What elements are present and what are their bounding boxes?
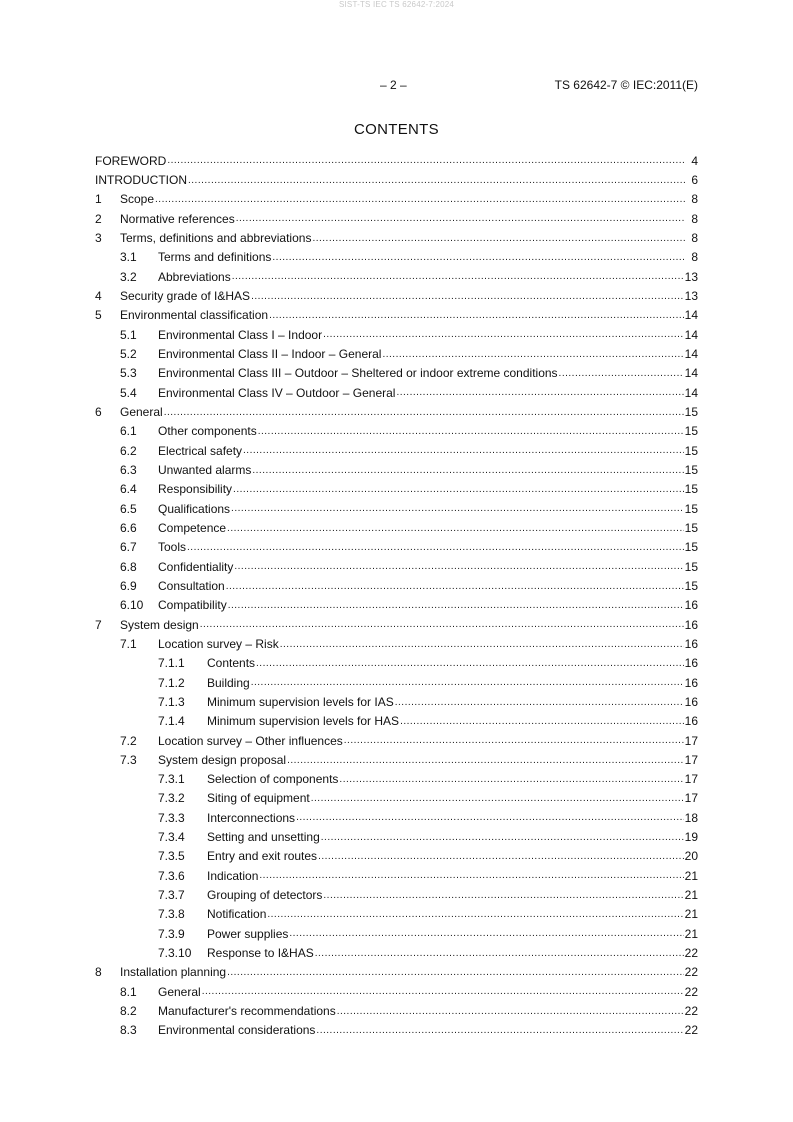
toc-entry[interactable] [95, 344, 698, 363]
toc-dot-leader [252, 465, 683, 480]
toc-dot-leader [267, 909, 683, 924]
toc-entry-label: Terms and definitions [158, 250, 272, 265]
toc-entry[interactable] [95, 731, 698, 750]
toc-entry-label: Other components [158, 424, 257, 439]
toc-entry-number: 7.2 [120, 733, 137, 748]
toc-entry-page: 4 [691, 153, 698, 168]
toc-dot-leader [323, 890, 683, 905]
toc-dot-leader [188, 175, 685, 190]
toc-dot-leader [200, 619, 684, 634]
toc-dot-leader [243, 445, 684, 460]
toc-entry-number: 1 [95, 192, 102, 207]
toc-entry-label: Selection of components [207, 772, 339, 787]
toc-entry-label: Siting of equipment [207, 791, 310, 806]
toc-dot-leader [559, 368, 684, 383]
toc-entry-number: 6.10 [120, 598, 144, 613]
toc-entry-label: Response to I&HAS [207, 946, 314, 961]
toc-entry-page: 22 [684, 984, 698, 999]
toc-entry-number: 3.2 [120, 269, 137, 284]
toc-entry-label: General [120, 404, 163, 419]
toc-entry-number: 7.3.6 [158, 868, 185, 883]
toc-dot-leader [396, 387, 683, 402]
toc-entry-page: 14 [684, 308, 698, 323]
toc-entry-label: Environmental classification [120, 308, 269, 323]
toc-entry-label: Grouping of detectors [207, 888, 323, 903]
toc-entry[interactable] [95, 924, 698, 943]
toc-entry[interactable] [95, 151, 698, 170]
toc-entry-number: 7.3.2 [158, 791, 185, 806]
toc-dot-leader [400, 716, 684, 731]
toc-entry-page: 22 [684, 1004, 698, 1019]
toc-entry-page: 22 [684, 965, 698, 980]
toc-entry-page: 8 [691, 230, 698, 245]
toc-entry-label: Competence [158, 520, 227, 535]
toc-entry-label: Power supplies [207, 926, 289, 941]
toc-entry-page: 14 [684, 385, 698, 400]
toc-entry[interactable] [95, 576, 698, 595]
toc-dot-leader [337, 1006, 684, 1021]
toc-dot-leader [289, 928, 683, 943]
toc-entry-label: Interconnections [207, 810, 296, 825]
toc-entry-number: 7.3.5 [158, 849, 185, 864]
toc-entry-label: Unwanted alarms [158, 462, 252, 477]
toc-entry-number: 7 [95, 617, 102, 632]
toc-entry[interactable] [95, 402, 698, 421]
toc-entry-page: 21 [684, 926, 698, 941]
toc-entry-page: 15 [684, 540, 698, 555]
toc-entry-label: FOREWORD [95, 153, 167, 168]
toc-entry-label: Consultation [158, 578, 225, 593]
toc-entry[interactable] [95, 286, 698, 305]
toc-entry-page: 17 [684, 791, 698, 806]
toc-entry[interactable] [95, 982, 698, 1001]
toc-dot-leader [382, 349, 683, 364]
toc-entry-number: 5.3 [120, 366, 137, 381]
toc-entry[interactable] [95, 866, 698, 885]
toc-entry-label: Terms, definitions and abbreviations [120, 230, 312, 245]
toc-entry-number: 3 [95, 230, 102, 245]
toc-dot-leader [228, 600, 684, 615]
toc-dot-leader [187, 542, 684, 557]
toc-entry-label: Scope [120, 192, 155, 207]
toc-entry[interactable] [95, 615, 698, 634]
toc-entry-number: 6.1 [120, 424, 137, 439]
toc-entry[interactable] [95, 170, 698, 189]
toc-entry-label: Notification [207, 907, 267, 922]
toc-entry-label: Contents [207, 656, 256, 671]
toc-entry-page: 14 [684, 346, 698, 361]
toc-entry-page: 13 [684, 269, 698, 284]
toc-entry-label: Indication [207, 868, 259, 883]
toc-entry-number: 8 [95, 965, 102, 980]
toc-entry[interactable] [95, 383, 698, 402]
toc-entry-page: 17 [684, 752, 698, 767]
toc-entry[interactable] [95, 306, 698, 325]
toc-entry[interactable] [95, 963, 698, 982]
toc-entry-label: Entry and exit routes [207, 849, 318, 864]
toc-entry-label: Minimum supervision levels for IAS [207, 694, 394, 709]
toc-dot-leader [226, 581, 684, 596]
toc-entry-page: 15 [684, 501, 698, 516]
toc-dot-leader [296, 812, 684, 827]
toc-entry[interactable] [95, 518, 698, 537]
toc-entry-number: 7.3.9 [158, 926, 185, 941]
toc-entry-number: 6.6 [120, 520, 137, 535]
toc-entry-label: Building [207, 675, 250, 690]
toc-dot-leader [233, 484, 684, 499]
toc-entry-page: 21 [684, 907, 698, 922]
toc-entry-page: 15 [684, 443, 698, 458]
toc-entry-number: 5.1 [120, 327, 137, 342]
toc-dot-leader [231, 503, 684, 518]
toc-entry-page: 22 [684, 1023, 698, 1038]
toc-entry[interactable] [95, 364, 698, 383]
toc-entry-label: System design [120, 617, 199, 632]
toc-entry-page: 17 [684, 733, 698, 748]
toc-entry[interactable] [95, 557, 698, 576]
toc-entry[interactable] [95, 441, 698, 460]
toc-dot-leader [280, 639, 684, 654]
toc-entry-page: 22 [684, 946, 698, 961]
toc-entry-page: 6 [691, 172, 698, 187]
toc-entry-number: 6.8 [120, 559, 137, 574]
toc-entry-number: 7.3.8 [158, 907, 185, 922]
toc-dot-leader [272, 252, 685, 267]
toc-entry-label: Security grade of I&HAS [120, 288, 251, 303]
toc-entry-page: 21 [684, 888, 698, 903]
toc-entry-number: 6.5 [120, 501, 137, 516]
toc-entry[interactable] [95, 692, 698, 711]
toc-entry-number: 6.3 [120, 462, 137, 477]
toc-entry-label: Tools [158, 540, 187, 555]
toc-entry-label: Setting and unsetting [207, 830, 320, 845]
toc-entry[interactable] [95, 770, 698, 789]
toc-dot-leader [227, 523, 684, 538]
toc-dot-leader [318, 851, 684, 866]
toc-entry-page: 15 [684, 559, 698, 574]
toc-entry-page: 16 [684, 636, 698, 651]
toc-entry-number: 5.4 [120, 385, 137, 400]
page-number: – 2 – [380, 78, 407, 92]
toc-dot-leader [251, 677, 684, 692]
toc-entry-page: 8 [691, 250, 698, 265]
table-of-contents [95, 151, 698, 1040]
toc-entry[interactable] [95, 673, 698, 692]
toc-entry[interactable] [95, 538, 698, 557]
toc-entry-page: 15 [684, 424, 698, 439]
toc-dot-leader [312, 233, 685, 248]
toc-entry[interactable] [95, 885, 698, 904]
toc-entry[interactable] [95, 1001, 698, 1020]
toc-entry-label: Abbreviations [158, 269, 231, 284]
toc-entry-number: 7.3.7 [158, 888, 185, 903]
toc-entry[interactable] [95, 712, 698, 731]
toc-entry-label: Minimum supervision levels for HAS [207, 714, 400, 729]
toc-entry[interactable] [95, 596, 698, 615]
toc-entry[interactable] [95, 1021, 698, 1040]
toc-entry[interactable] [95, 480, 698, 499]
toc-entry-number: 7.1.3 [158, 694, 185, 709]
toc-entry-number: 7.3.3 [158, 810, 185, 825]
toc-dot-leader [269, 310, 684, 325]
toc-entry-page: 13 [684, 288, 698, 303]
page-title: CONTENTS [354, 121, 439, 138]
toc-entry-page: 15 [684, 520, 698, 535]
toc-entry-label: General [158, 984, 201, 999]
toc-dot-leader [258, 426, 684, 441]
toc-entry-page: 15 [684, 482, 698, 497]
toc-entry-number: 3.1 [120, 250, 137, 265]
toc-entry[interactable] [95, 325, 698, 344]
toc-entry-label: Installation planning [120, 965, 227, 980]
toc-dot-leader [339, 774, 683, 789]
toc-entry-page: 16 [684, 694, 698, 709]
toc-entry-page: 16 [684, 675, 698, 690]
toc-entry[interactable] [95, 209, 698, 228]
toc-dot-leader [202, 986, 684, 1001]
toc-entry-number: 7.1 [120, 636, 137, 651]
toc-dot-leader [251, 291, 684, 306]
toc-entry[interactable] [95, 847, 698, 866]
toc-entry-label: Responsibility [158, 482, 233, 497]
toc-entry-number: 7.1.4 [158, 714, 185, 729]
toc-entry-number: 8.3 [120, 1023, 137, 1038]
toc-entry-label: Location survey – Risk [158, 636, 279, 651]
toc-entry-number: 8.1 [120, 984, 137, 999]
toc-dot-leader [236, 213, 685, 228]
toc-entry-number: 7.3.1 [158, 772, 185, 787]
toc-dot-leader [316, 1025, 683, 1040]
toc-dot-leader [315, 948, 684, 963]
toc-entry-page: 20 [684, 849, 698, 864]
toc-entry-number: 6.9 [120, 578, 137, 593]
watermark: SIST-TS IEC TS 62642-7:2024 [338, 0, 455, 9]
toc-entry-number: 5.2 [120, 346, 137, 361]
toc-entry[interactable] [95, 499, 698, 518]
toc-dot-leader [259, 870, 683, 885]
toc-entry-page: 16 [684, 617, 698, 632]
toc-entry-number: 5 [95, 308, 102, 323]
toc-entry-number: 2 [95, 211, 102, 226]
toc-entry[interactable] [95, 634, 698, 653]
toc-dot-leader [232, 271, 684, 286]
toc-entry-page: 18 [684, 810, 698, 825]
toc-entry-number: 7.1.1 [158, 656, 185, 671]
toc-entry-page: 15 [684, 462, 698, 477]
toc-dot-leader [155, 194, 685, 209]
toc-entry-number: 7.3.4 [158, 830, 185, 845]
toc-entry-label: Manufacturer's recommendations [158, 1004, 336, 1019]
toc-dot-leader [164, 407, 684, 422]
toc-entry-label: Environmental Class III – Outdoor – Sheltered or indoor extreme conditions [158, 366, 558, 381]
toc-dot-leader [311, 793, 684, 808]
toc-dot-leader [227, 967, 684, 982]
toc-entry-number: 8.2 [120, 1004, 137, 1019]
toc-entry[interactable] [95, 248, 698, 267]
toc-entry-number: 6.7 [120, 540, 137, 555]
toc-entry-label: Qualifications [158, 501, 231, 516]
toc-entry-number: 6.4 [120, 482, 137, 497]
toc-entry-label: Environmental Class II – Indoor – General [158, 346, 382, 361]
toc-entry-page: 19 [684, 830, 698, 845]
toc-entry-number: 4 [95, 288, 102, 303]
toc-entry-number: 7.3.10 [158, 946, 192, 961]
toc-entry-page: 16 [684, 598, 698, 613]
toc-dot-leader [287, 755, 684, 770]
toc-entry-page: 16 [684, 656, 698, 671]
toc-entry-label: Environmental Class IV – Outdoor – General [158, 385, 396, 400]
toc-entry-label: INTRODUCTION [95, 172, 187, 187]
toc-entry[interactable] [95, 460, 698, 479]
toc-entry-label: Confidentiality [158, 559, 234, 574]
toc-entry[interactable] [95, 228, 698, 247]
toc-entry-number: 7.1.2 [158, 675, 185, 690]
toc-entry-label: Location survey – Other influences [158, 733, 343, 748]
toc-entry-page: 14 [684, 366, 698, 381]
toc-entry[interactable] [95, 654, 698, 673]
toc-dot-leader [256, 658, 684, 673]
toc-dot-leader [167, 155, 685, 170]
toc-dot-leader [234, 561, 683, 576]
toc-entry-page: 15 [684, 578, 698, 593]
toc-entry-label: Compatibility [158, 598, 227, 613]
toc-entry-page: 15 [684, 404, 698, 419]
toc-entry-page: 14 [684, 327, 698, 342]
toc-entry-label: Environmental Class I – Indoor [158, 327, 323, 342]
toc-entry[interactable] [95, 422, 698, 441]
toc-entry-page: 17 [684, 772, 698, 787]
toc-entry[interactable] [95, 267, 698, 286]
toc-entry[interactable] [95, 190, 698, 209]
toc-entry-number: 6 [95, 404, 102, 419]
toc-entry-page: 21 [684, 868, 698, 883]
toc-entry[interactable] [95, 789, 698, 808]
toc-entry-label: Environmental considerations [158, 1023, 316, 1038]
toc-dot-leader [395, 697, 684, 712]
toc-entry-label: System design proposal [158, 752, 287, 767]
toc-entry[interactable] [95, 827, 698, 846]
toc-entry-label: Electrical safety [158, 443, 243, 458]
toc-entry-page: 8 [691, 192, 698, 207]
toc-entry[interactable] [95, 905, 698, 924]
toc-entry-number: 6.2 [120, 443, 137, 458]
toc-dot-leader [344, 735, 684, 750]
toc-entry-page: 8 [691, 211, 698, 226]
toc-dot-leader [321, 832, 684, 847]
document-reference: TS 62642-7 © IEC:2011(E) [554, 78, 698, 92]
toc-dot-leader [323, 329, 684, 344]
toc-entry[interactable] [95, 750, 698, 769]
toc-entry-number: 7.3 [120, 752, 137, 767]
toc-entry-label: Normative references [120, 211, 235, 226]
toc-entry[interactable] [95, 808, 698, 827]
toc-entry-page: 16 [684, 714, 698, 729]
toc-entry[interactable] [95, 943, 698, 962]
